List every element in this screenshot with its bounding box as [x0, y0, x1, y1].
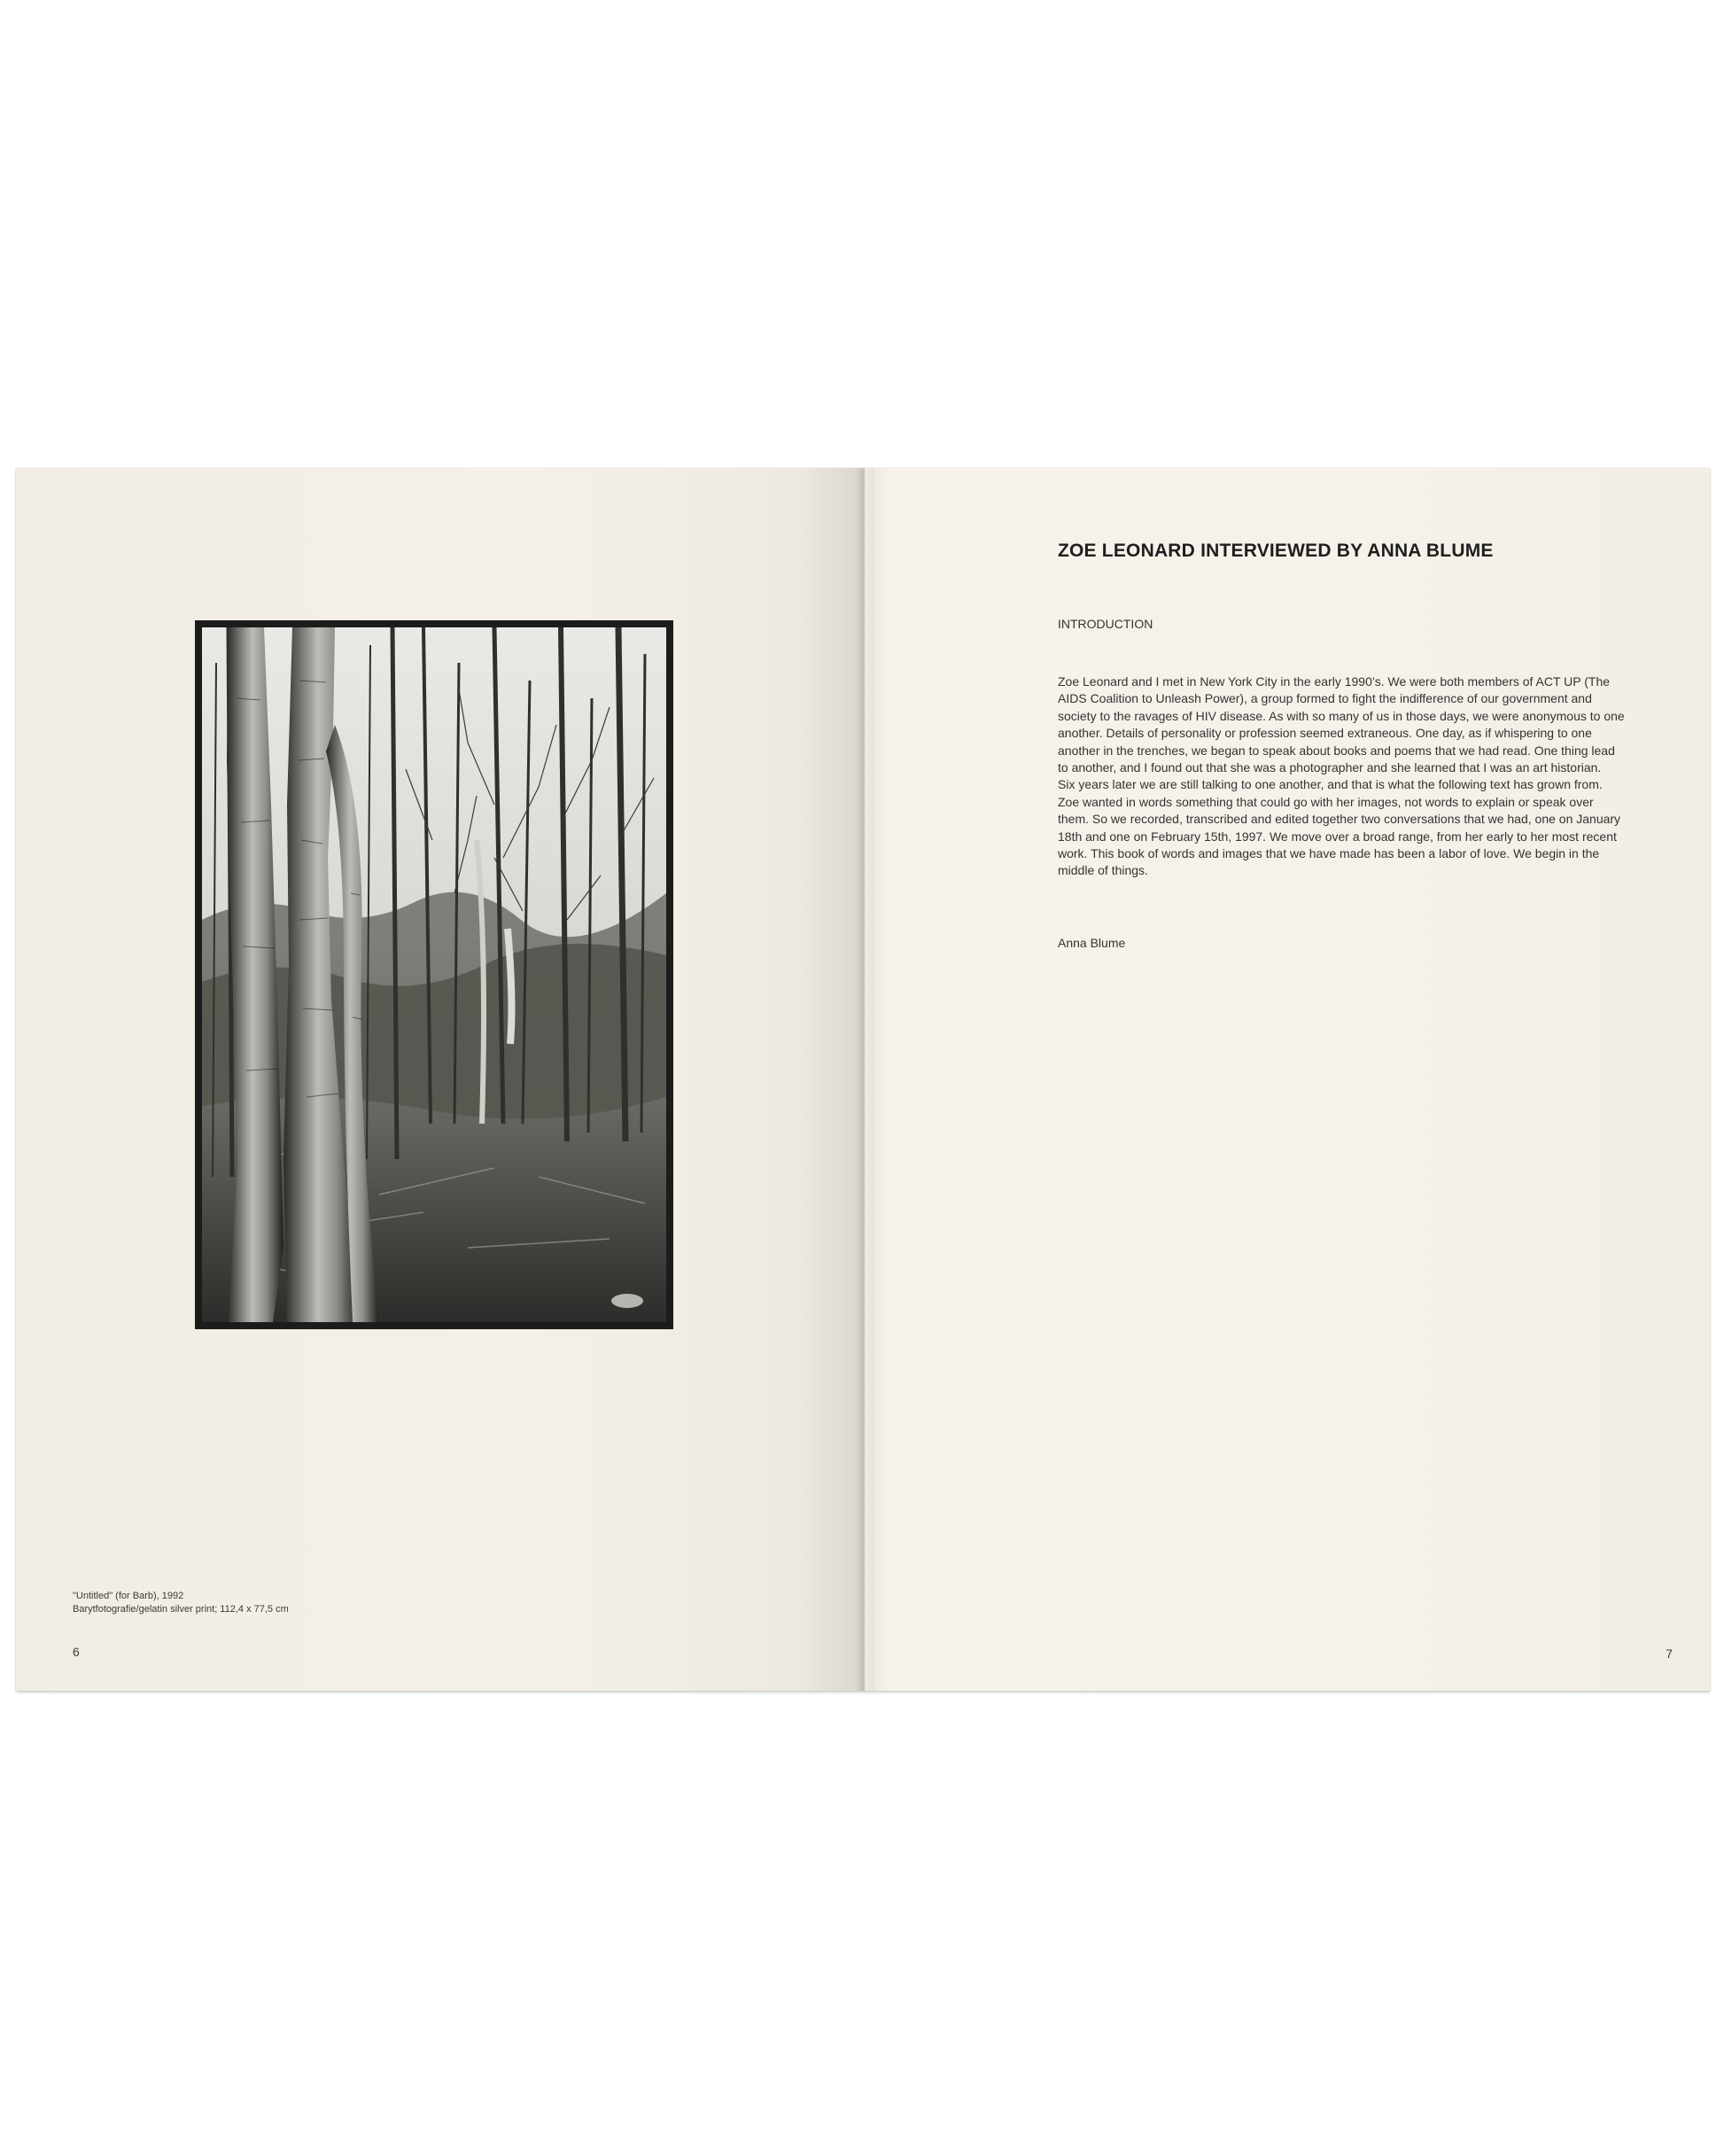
book-gutter: [856, 468, 874, 1691]
forest-photograph: [195, 620, 673, 1329]
page-number-left: 6: [73, 1645, 80, 1659]
photo-caption: [73, 1590, 289, 1616]
caption-title: "Untitled" (for Barb), 1992: [73, 1591, 184, 1601]
book-spread: [16, 468, 1710, 1691]
intro-paragraph-2: Six years later we are still talking to one another, and that is what the following text has grown from. Zoe wanted in words something that could go with her images, not words to explain or speak over them. So we recorded, transcribed and edited together two conversations that we had, one on January 18th and one on February 15th, 1997. We move over a broad range, from her early to her most recent work. This book of words and images that we have made has been a labor of love. We begin in the middle of things.: [1058, 777, 1621, 878]
introduction-text: [1058, 673, 1625, 880]
left-page: [16, 468, 865, 1691]
right-page: [865, 468, 1710, 1691]
section-label: INTRODUCTION: [1058, 617, 1153, 631]
article-title: ZOE LEONARD INTERVIEWED BY ANNA BLUME: [1058, 541, 1494, 561]
intro-paragraph-1: Zoe Leonard and I met in New York City in the early 1990’s. We were both members of ACT UP (The AIDS Coalition to Unleash Power), a group formed to fight the indifference of our government and society to the ravages of HIV disease. As with so many of us in those days, we were anonymous to one another. Details of personality or profession seemed extraneous. One day, as if whispering to one another in the trenches, we began to speak about books and poems that we had read. One thing lead to another, and I found out that she was a photographer and she learned that I was an art historian.: [1058, 674, 1625, 775]
caption-medium: Barytfotografie/gelatin silver print; 112,4 x 77,5 cm: [73, 1604, 289, 1615]
page-number-right: 7: [1666, 1646, 1673, 1661]
forest-photo-image: [202, 627, 666, 1322]
author-signature: Anna Blume: [1058, 936, 1126, 950]
